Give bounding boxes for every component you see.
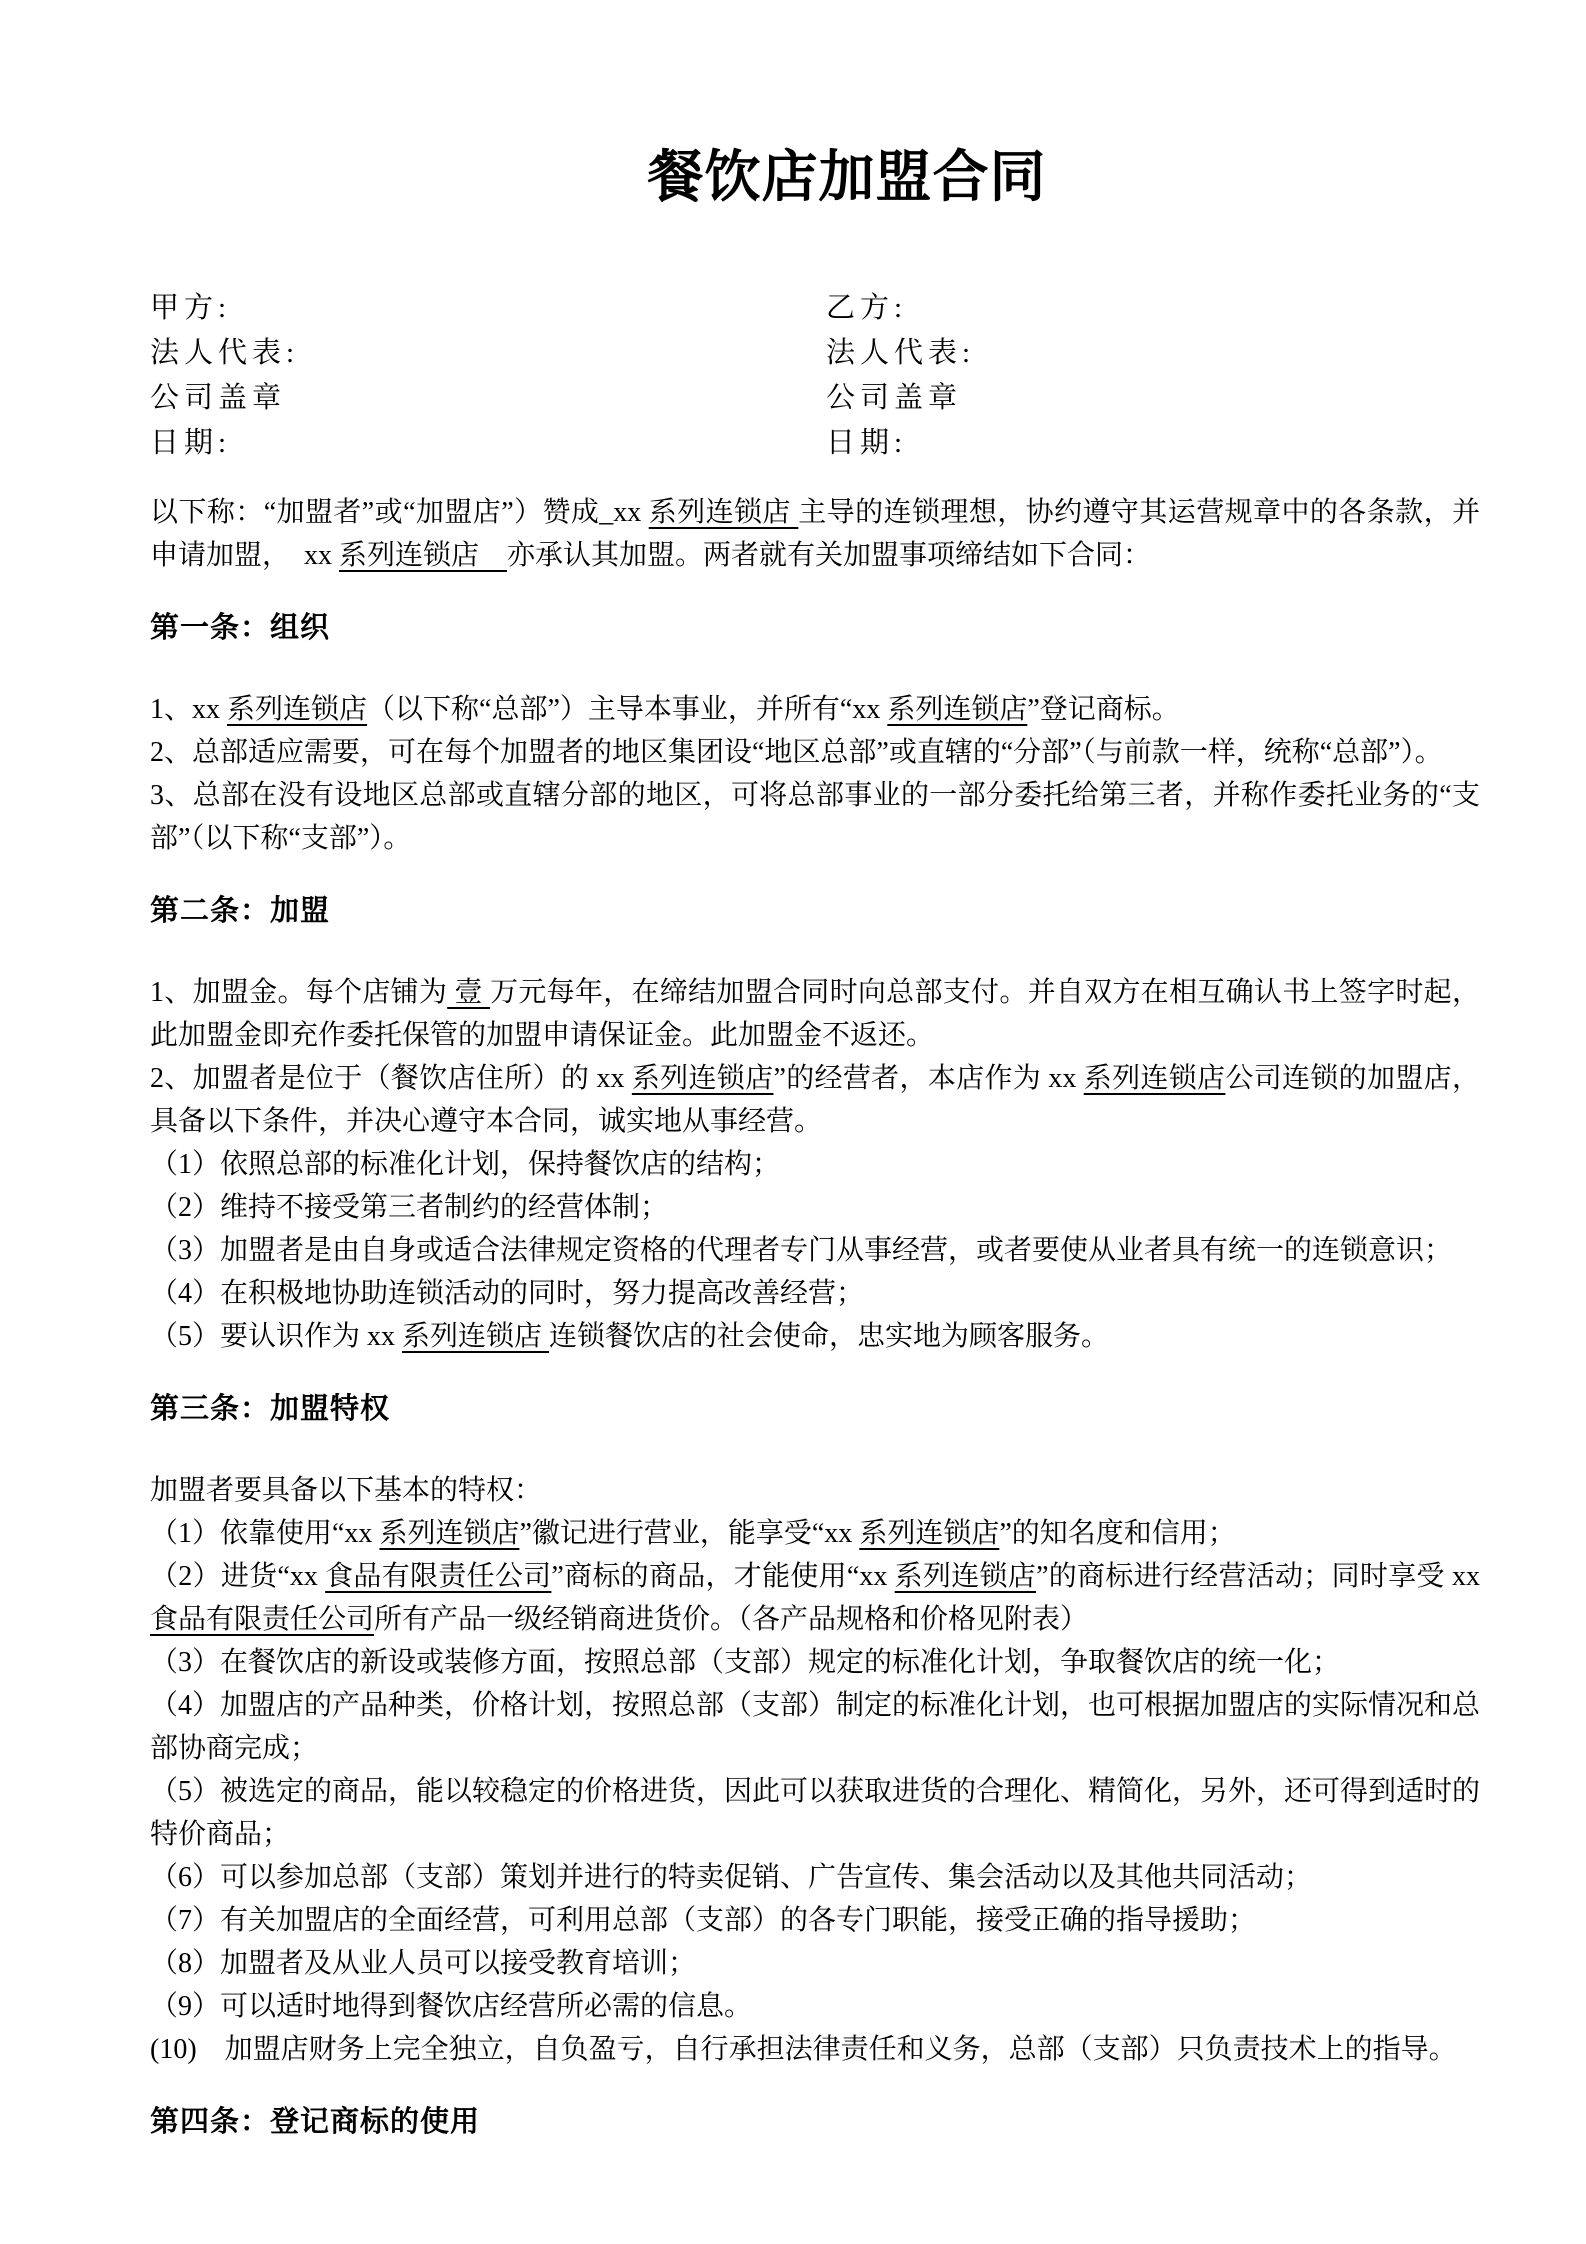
fill-in-underline: 壹: [447, 977, 491, 1008]
party-b-date-label: 日期:: [826, 427, 908, 459]
text-run: ”商标的商品，才能使用“xx: [551, 1561, 895, 1592]
party-a-date-label: 日期:: [150, 427, 232, 459]
contract-paragraph: [150, 1942, 1480, 1985]
contract-paragraph: [150, 1856, 1480, 1899]
fill-in-underline: 系列连锁店: [402, 1321, 550, 1352]
text-run: （1）依照总部的标准化计划，保持餐饮店的结构；: [150, 1149, 781, 1180]
text-run: 主导的连锁理想，协约遵守其运营规章中的各条款，并申请加盟， xx: [150, 497, 1480, 571]
text-run: 3、总部在没有设地区总部或直辖分部的地区，可将总部事业的一部分委托给第三者，并称作委托业务的“支部”（以下称“支部”）。: [150, 780, 1480, 854]
text-run: （8）加盟者及从业人员可以接受教育培训；: [150, 1948, 697, 1979]
section-heading: 第四条：登记商标的使用: [150, 2106, 481, 2138]
text-run: 连锁餐饮店的社会使命，忠实地为顾客服务。: [549, 1321, 1110, 1352]
fill-in-underline: 系列连锁店: [227, 694, 368, 725]
section-heading: 第三条：加盟特权: [150, 1393, 391, 1425]
party-b-legal-rep-label: 法人代表:: [826, 337, 976, 369]
contract-paragraph: [150, 971, 1480, 1057]
contract-paragraph: [150, 1315, 1480, 1358]
contract-paragraph: [150, 1229, 1480, 1272]
fill-in-underline: 系列连锁店: [648, 497, 799, 528]
text-run: ”徽记进行营业，能享受“xx: [519, 1518, 860, 1549]
parties-block: [150, 286, 1480, 466]
fill-in-underline: 系列连锁店: [859, 1518, 1000, 1549]
party-a-block: [150, 286, 826, 466]
text-run: （1）依靠使用“xx: [150, 1518, 380, 1549]
contract-paragraph: [150, 1512, 1480, 1555]
text-run: 1、xx: [150, 694, 228, 725]
text-run: （2）进货“xx: [150, 1561, 326, 1592]
contract-paragraph: [150, 1057, 1480, 1143]
contract-paragraph: [150, 1272, 1480, 1315]
text-run: （3）加盟者是由自身或适合法律规定资格的代理者专门从事经营，或者要使从业者具有统一的连锁意识；: [150, 1235, 1453, 1266]
fill-in-underline: 食品有限责任公司: [150, 1604, 375, 1635]
contract-sections: [150, 607, 1480, 2144]
text-run: 2、总部适应需要，可在每个加盟者的地区集团设“地区总部”或直辖的“分部”（与前款一样，统称“总部”）。: [150, 737, 1443, 768]
text-run: （5）要认识作为 xx: [150, 1321, 403, 1352]
party-b-seal-label: 公司盖章: [826, 382, 963, 414]
contract-paragraph: [150, 1641, 1480, 1684]
section-heading: 第二条：加盟: [150, 895, 331, 927]
contract-paragraph: [150, 1469, 1480, 1512]
text-run: (10) 加盟店财务上完全独立，自负盈亏，自行承担法律责任和义务，总部（支部）只负责技术上的指导。: [150, 2034, 1457, 2065]
fill-in-underline: 系列连锁店: [339, 540, 508, 571]
text-run: 加盟者要具备以下基本的特权：: [150, 1475, 543, 1506]
fill-in-underline: 食品有限责任公司: [325, 1561, 552, 1592]
text-run: （9）可以适时地得到餐饮店经营所必需的信息。: [150, 1991, 753, 2022]
text-run: ”的知名度和信用；: [999, 1518, 1236, 1549]
text-run: （3）在餐饮店的新设或装修方面，按照总部（支部）规定的标准化计划，争取餐饮店的统一化；: [150, 1647, 1341, 1678]
text-run: ”登记商标。: [1027, 694, 1180, 725]
contract-paragraph: [150, 688, 1480, 731]
fill-in-underline: 系列连锁店: [631, 1063, 774, 1094]
text-run: （以下称“总部”）主导本事业，并所有“xx: [367, 694, 888, 725]
party-a-legal-rep-label: 法人代表:: [150, 337, 300, 369]
text-run: 公司连锁的加盟店，具备以下条件，并决心遵守本合同，诚实地从事经营。: [150, 1063, 1480, 1137]
text-run: ”的商标进行经营活动；同时享受 xx: [1036, 1561, 1480, 1592]
text-run: 亦承认其加盟。两者就有关加盟事项缔结如下合同：: [507, 540, 1152, 571]
contract-paragraph: [150, 774, 1480, 860]
text-run: （2）维持不接受第三者制约的经营体制；: [150, 1192, 669, 1223]
text-run: 1、加盟金。每个店铺为: [150, 977, 448, 1008]
contract-paragraph: [150, 2028, 1480, 2071]
text-run: （4）在积极地协助连锁活动的同时，努力提高改善经营；: [150, 1278, 865, 1309]
text-run: （6）可以参加总部（支部）策划并进行的特卖促销、广告宣传、集会活动以及其他共同活动；: [150, 1862, 1313, 1893]
document-title: 餐饮店加盟合同: [647, 147, 1047, 209]
preamble-paragraph: [150, 491, 1480, 577]
contract-paragraph: [150, 1186, 1480, 1229]
party-a-seal-label: 公司盖章: [150, 382, 287, 414]
contract-paragraph: [150, 1985, 1480, 2028]
contract-paragraph: [150, 1555, 1480, 1641]
party-b-block: [826, 286, 1480, 466]
contract-paragraph: [150, 731, 1480, 774]
section-heading: 第一条：组织: [150, 612, 331, 644]
party-a-name-label: 甲方:: [150, 292, 232, 324]
fill-in-underline: 系列连锁店: [1083, 1063, 1226, 1094]
text-run: （7）有关加盟店的全面经营，可利用总部（支部）的各专门职能，接受正确的指导援助；: [150, 1905, 1257, 1936]
fill-in-underline: 系列连锁店: [894, 1561, 1037, 1592]
text-run: 2、加盟者是位于（餐饮店住所）的 xx: [150, 1063, 632, 1094]
contract-paragraph: [150, 1684, 1480, 1770]
text-run: ”的经营者，本店作为 xx: [773, 1063, 1084, 1094]
text-run: 以下称：“加盟者”或“加盟店”）赞成_xx: [150, 497, 649, 528]
contract-paragraph: [150, 1770, 1480, 1856]
text-run: 所有产品一级经销商进货价。（各产品规格和价格见附表）: [374, 1604, 1089, 1635]
text-run: 万元每年，在缔结加盟合同时向总部支付。并自双方在相互确认书上签字时起，此加盟金即充作委托保管的加盟申请保证金。此加盟金不返还。: [150, 977, 1480, 1051]
text-run: （5）被选定的商品，能以较稳定的价格进货，因此可以获取进货的合理化、精简化，另外，还可得到适时的特价商品；: [150, 1776, 1481, 1850]
fill-in-underline: 系列连锁店: [887, 694, 1028, 725]
contract-paragraph: [150, 1143, 1480, 1186]
fill-in-underline: 系列连锁店: [379, 1518, 520, 1549]
text-run: （4）加盟店的产品种类，价格计划，按照总部（支部）制定的标准化计划，也可根据加盟店的实际情况和总部协商完成；: [150, 1690, 1481, 1764]
party-b-name-label: 乙方:: [826, 292, 908, 324]
contract-paragraph: [150, 1899, 1480, 1942]
